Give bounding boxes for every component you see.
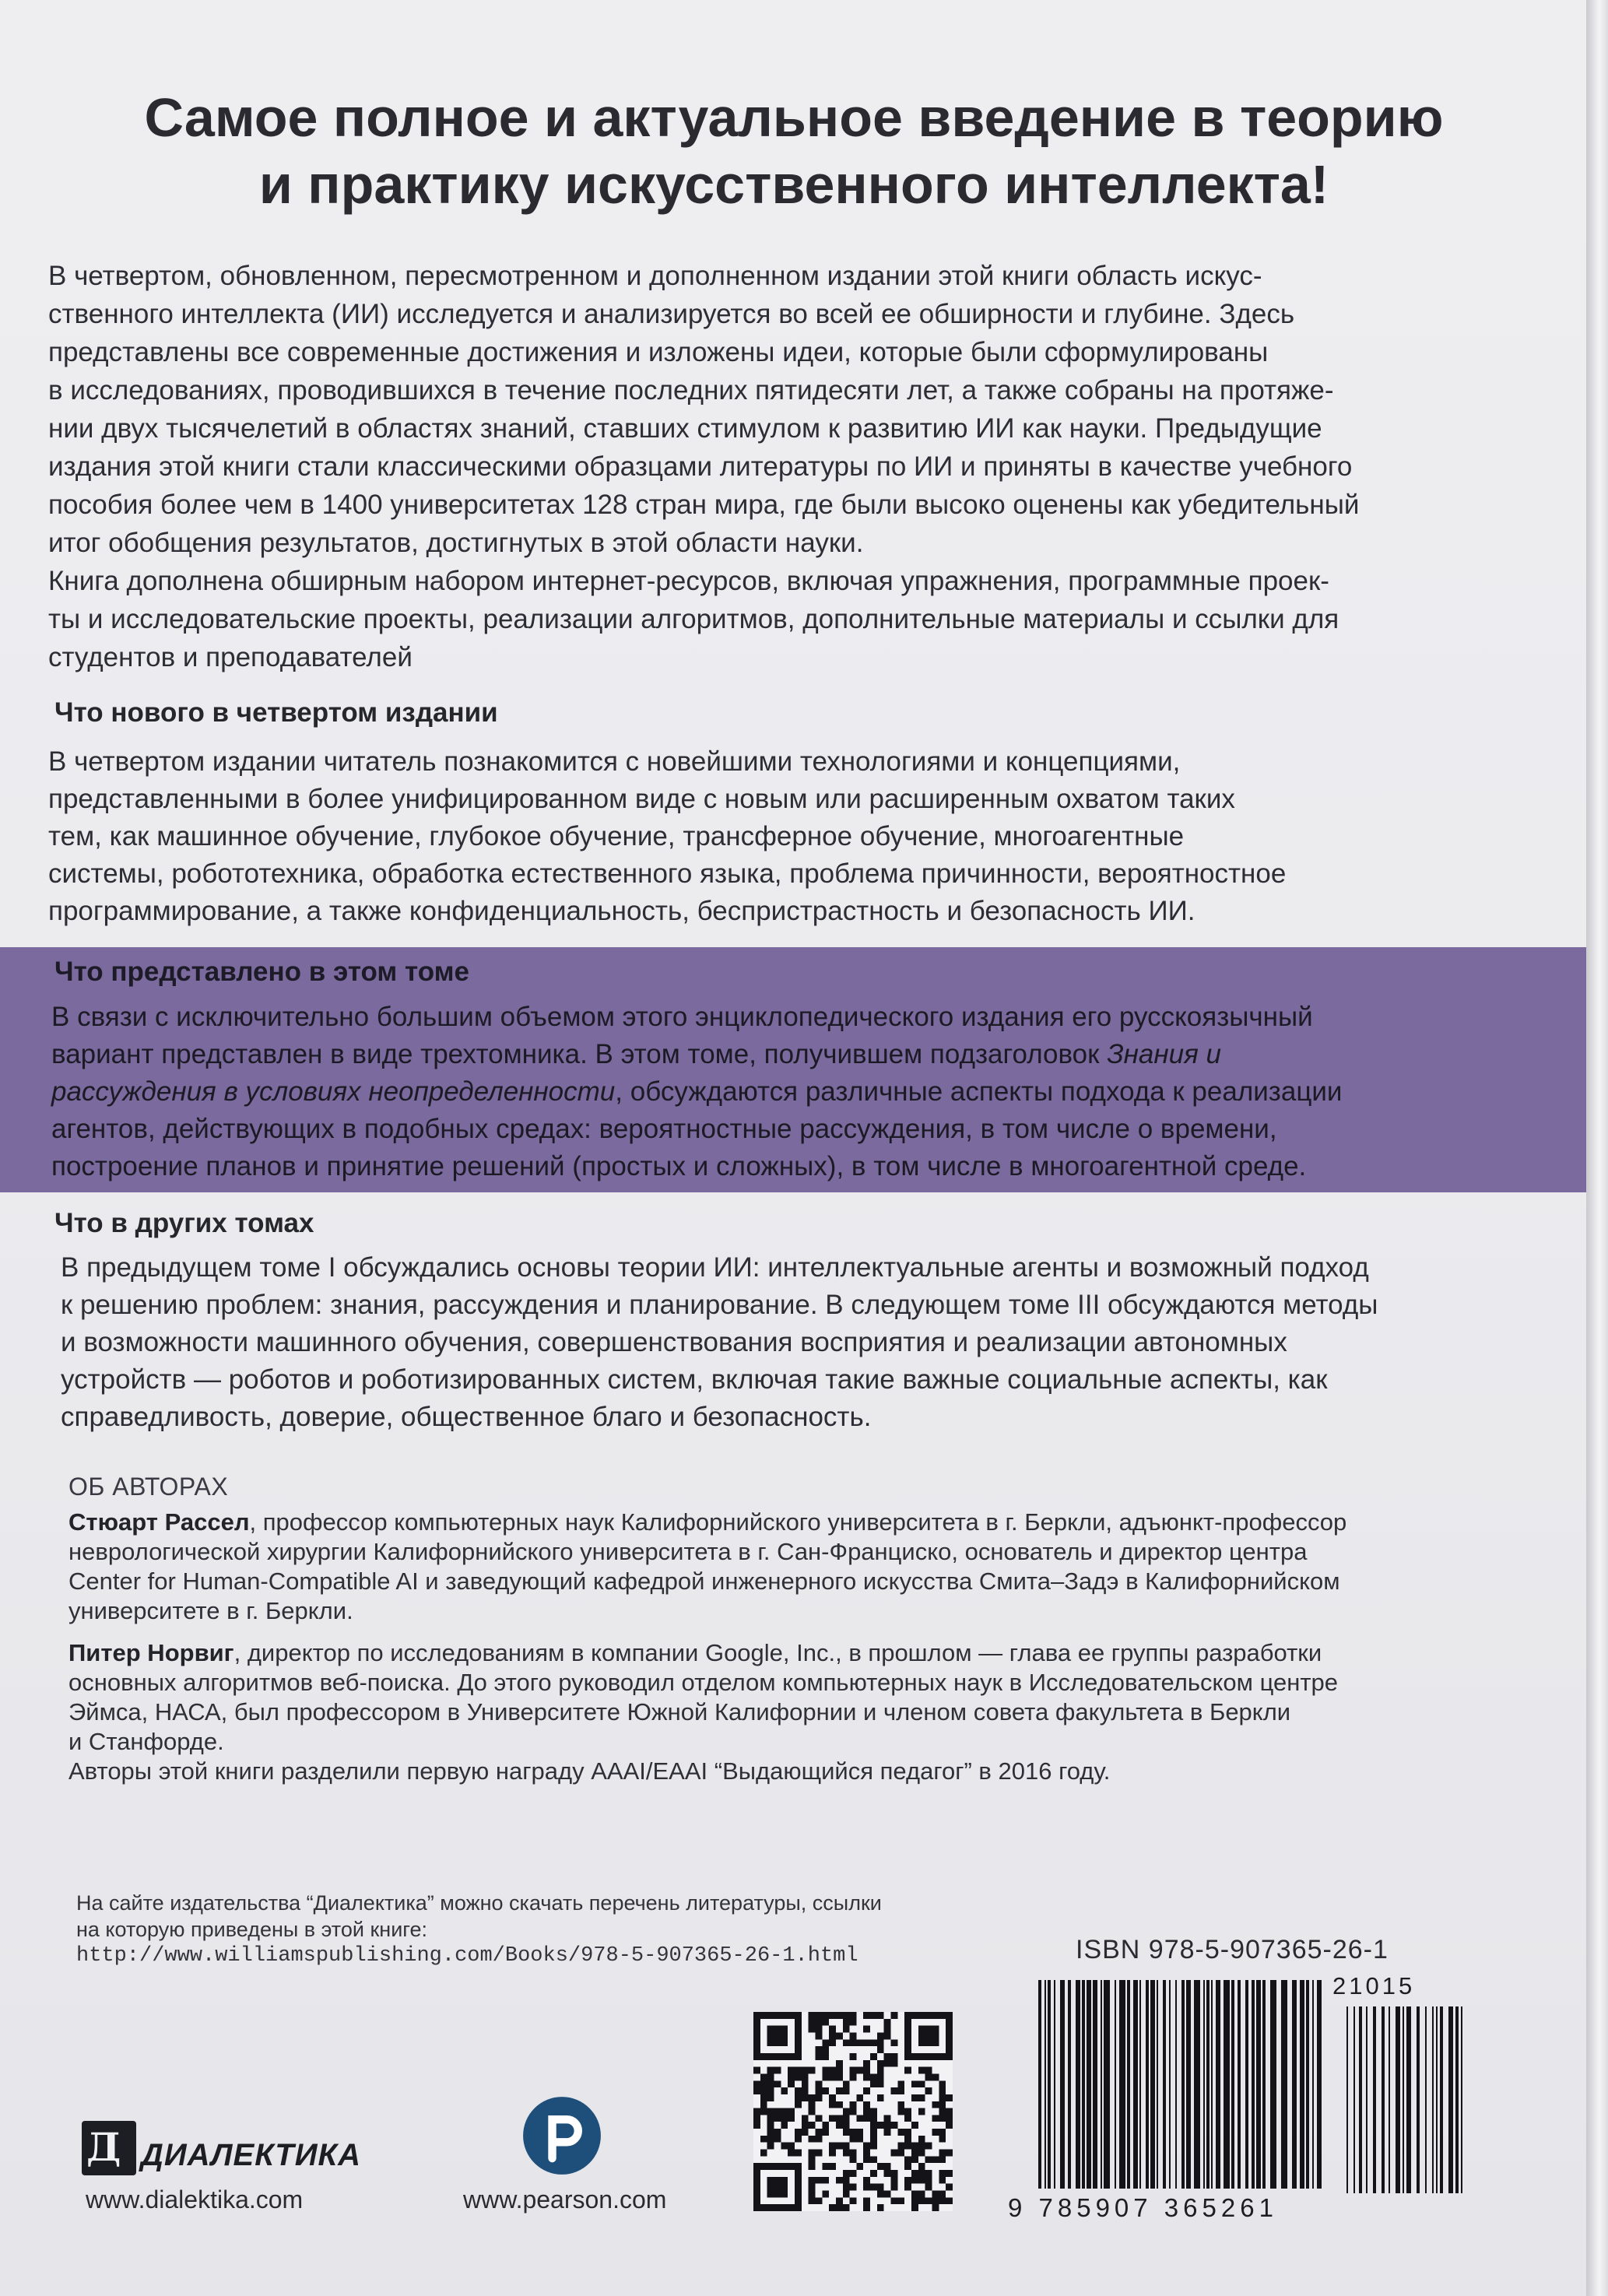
author-norvig: Питер Норвиг, директор по исследованиям в компании Google, Inc., в прошлом — глава ее группы разработки основных алгоритмов веб-поиска. До этого руководил отделом компьютерных наук в Исследовательском центре Эймса, НАСА, был профессором в Университете Южной Калифорнии и членом совета факультета в Беркли и Станфорде. Авторы этой книги разделили первую награду AAAI/EAAI “Выдающийся педагог” в 2016 году. [68, 1639, 1339, 1785]
subtitle-italic-1: Знания и [1107, 1039, 1222, 1069]
section-title-volume: Что представлено в этом томе [54, 957, 469, 987]
section-title-new: Что нового в четвертом издании [54, 697, 498, 728]
pearson-url[interactable]: www.pearson.com [463, 2185, 667, 2213]
barcode-number: 9 785907 365261 [1008, 2193, 1278, 2222]
cover-edge [1586, 0, 1608, 2296]
qr-code-icon[interactable] [753, 2012, 953, 2211]
dialektika-url[interactable]: www.dialektika.com [86, 2185, 304, 2213]
intro-paragraph: В четвертом, обновленном, пересмотренном и дополненном издании этой книги область искус- ственного интеллекта (ИИ) исследуется и анализируется во всей ее обширности и глубине. Здесь представлены все современные достижения и изложены идеи, которые были сформулированы в исследованиях, проводившихся в течение последних пятидесяти лет, а также собраны на протяже- нии двух тысячелетий в областях знаний, ставших стимулом к развитию ИИ как науки. Предыдущие издания этой книги стали классическими образцами литературы по ИИ и приняты в качестве учебного пособия более чем в 1400 университетах 128 стран мира, где были высоко оценены как убедительный итог обобщения результатов, достигнутых в этой области науки. Книга дополнена обширным набором интернет-ресурсов, включая упражнения, программные проек- ты и исследовательские проекты, реализации алгоритмов, дополнительные материалы и ссылки для студентов и преподавателей [48, 261, 1360, 672]
cover-headline [47, 84, 1541, 218]
headline-line-2: и практику искусственного интеллекта! [258, 154, 1329, 215]
author-russell-name: Стюарт Рассел [68, 1508, 250, 1536]
section-other-paragraph: В предыдущем томе I обсуждались основы теории ИИ: интеллектуальные агенты и возможный подход к решению проблем: знания, рассуждения и планирование. В следующем томе III обсуждаются методы и возможности машинного обучения, совершенствования восприятия и реализации автономных устройств — роботов и роботизированных систем, включая такие важные социальные аспекты, как справедливость, доверие, общественное благо и безопасность. [61, 1252, 1378, 1432]
resource-url[interactable]: http://www.williamspublishing.com/Books/978-5-907365-26-1.html [76, 1944, 858, 1968]
barcode-addon-digits: 21015 [1332, 1972, 1416, 1999]
pearson-logo-icon [521, 2095, 602, 2176]
headline-line-1: Самое полное и актуальное введение в теорию [144, 87, 1444, 148]
author-russell: Стюарт Рассел, профессор компьютерных наук Калифорнийского университета в г. Беркли, адъюнкт-профессор неврологической хирургии Калифорнийского университета в г. Сан-Франциско, основатель и директор центра Center for Human-Compatible AI и заведующий кафедрой инженерного искусства Смита–Задэ в Калифорнийском университете в г. Беркли. [68, 1508, 1347, 1624]
authors-label: ОБ АВТОРАХ [68, 1473, 229, 1501]
section-volume-paragraph: В связи с исключительно большим объемом этого энциклопедического издания его русскоязычный вариант представлен в виде трехтомника. В этом томе, получившем подзаголовок Знания и рассуждения в условиях неопределенности, обсуждаются различные аспекты подхода к реализации агентов, действующих в подобных средах: вероятностные рассуждения, в том числе о времени, построение планов и принятие решений (простых и сложных), в том числе в многоагентной среде. [51, 1002, 1343, 1181]
subtitle-italic-2: рассуждения в условиях неопределенности [51, 1076, 616, 1107]
section-new-paragraph: В четвертом издании читатель познакомится с новейшими технологиями и концепциями, представленными в более унифицированном виде с новым или расширенным охватом таких тем, как машинное обучение, глубокое обучение, трансферное обучение, многоагентные системы, робототехника, обработка естественного языка, проблема причинности, вероятностное программирование, а также конфиденциальность, беспристрастность и безопасность ИИ. [48, 746, 1287, 926]
section-title-other: Что в других томах [54, 1208, 314, 1238]
dialektika-mark: Д [82, 2121, 136, 2175]
site-note: На сайте издательства “Диалектика” можно скачать перечень литературы, ссылки на которую приведены в этой книге: http://www.williamspublishing.com/Books/978-5-907365-26-1.html [76, 1890, 1010, 1969]
volume-highlight-band [0, 947, 1586, 1192]
dialektika-logo-icon [82, 2121, 377, 2175]
award-line: Авторы этой книги разделили первую награду AAAI/EAAI “Выдающийся педагог” в 2016 году. [68, 1757, 1111, 1785]
isbn-label: ISBN 978-5-907365-26-1 [1076, 1935, 1389, 1964]
author-norvig-name: Питер Норвиг [68, 1639, 234, 1666]
barcode-icon [1035, 1975, 1471, 2217]
dialektika-wordmark: ДИАЛЕКТИКА [141, 2138, 361, 2172]
